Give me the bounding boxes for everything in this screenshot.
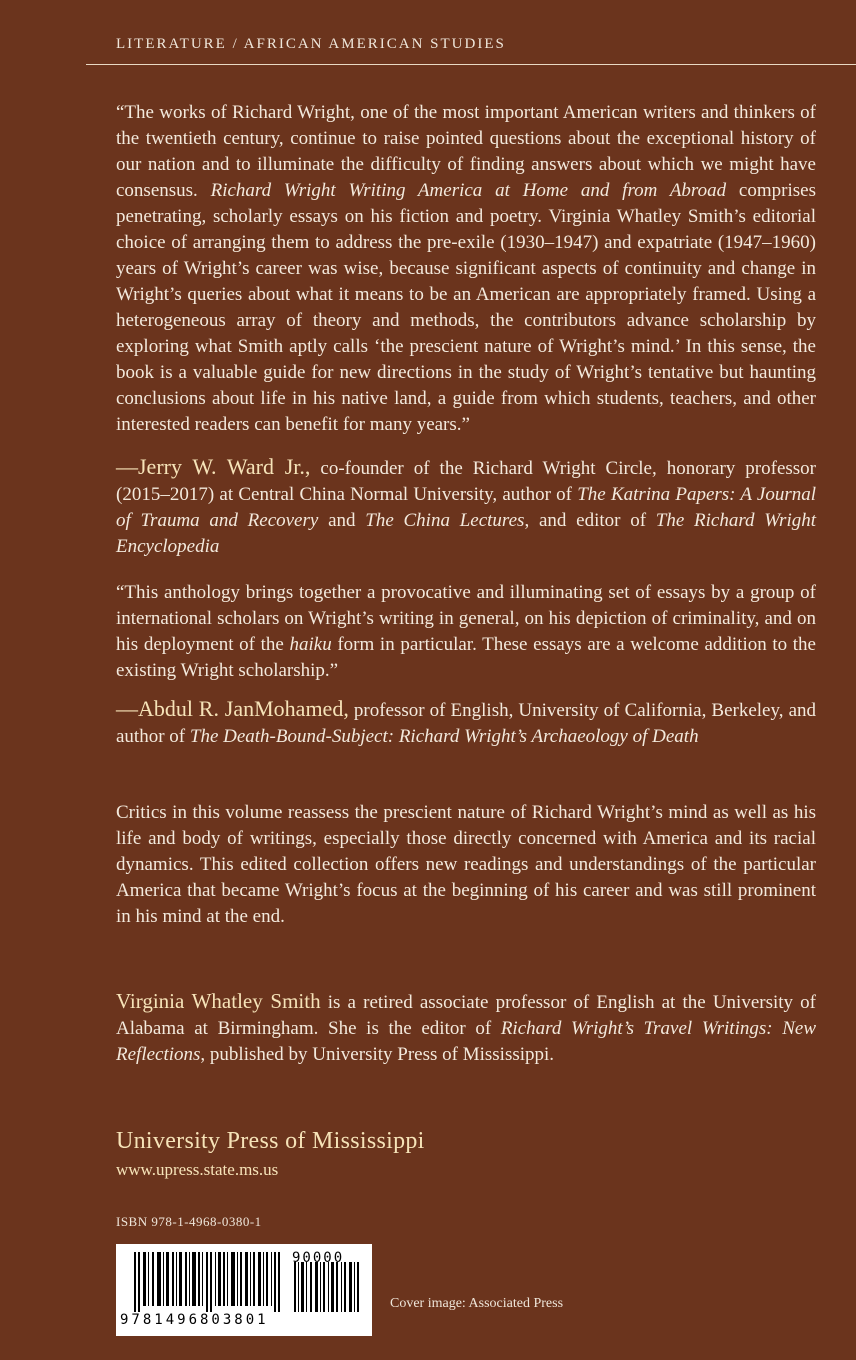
barcode (116, 1244, 372, 1336)
quote-text: comprises penetrating, scholarly essays on his fiction and poetry. Virginia Whatley Smith’s editorial choice of arranging them to address the pre-exile (1930–1947) and expatriate (1947–1960) years of Wright’s career was wise, because significant aspects of continuity and change in Wright’s queries about what it means to be an American are appropriately framed. Using a heterogeneous array of theory and methods, the contributors advance scholarship by exploring what Smith aptly calls ‘the prescient nature of Wright’s mind.’ In this sense, the book is a valuable guide for new directions in the study of Wright’s tentative but haunting conclusions about life in his native land, a guide from which students, teachers, and other interested readers can benefit for many years.” (116, 180, 816, 435)
publisher-url[interactable]: www.upress.state.ms.us (116, 1160, 279, 1179)
blurb-quote-2 (116, 580, 816, 684)
blurb-quote-1 (116, 100, 816, 438)
header-rule (86, 64, 856, 65)
publisher-name: University Press of Mississippi (116, 1128, 425, 1154)
book-title: Richard Wright Writing America at Home and from Abroad (210, 180, 727, 201)
attrib-text: professor of English, University of California, Berkeley, and author of (116, 700, 816, 747)
category-label: LITERATURE / AFRICAN AMERICAN STUDIES (116, 36, 506, 52)
description-text: Critics in this volume reassess the prescient nature of Richard Wright’s mind as well as his life and body of writings, especially those directly concerned with America and its racial dynamics. This edited collection offers new readings and understandings of the particular America that became Wright’s focus at the beginning of his career and was still prominent in his mind at the end. (116, 802, 816, 927)
bio-text: , published by University Press of Mississippi. (200, 1044, 555, 1065)
book-description (116, 800, 816, 930)
endorser-name: —Jerry W. Ward Jr., (116, 454, 311, 479)
barcode-addon: 90000 (292, 1250, 345, 1266)
blurb-attribution-2 (116, 696, 816, 750)
cover-credit: Cover image: Associated Press (390, 1296, 564, 1311)
author-bio (116, 988, 816, 1068)
attrib-text: co-founder of the Richard Wright Circle, honorary professor (2015–2017) at Central China Normal University, author of (116, 458, 816, 505)
author-name: Virginia Whatley Smith (116, 989, 321, 1013)
italic-term: haiku (289, 634, 332, 655)
isbn-label: ISBN 978-1-4968-0380-1 (116, 1214, 262, 1229)
work-title: The Death-Bound-Subject: Richard Wright’s Archaeology of Death (189, 726, 699, 747)
blurb-attribution-1 (116, 454, 816, 560)
work-title: The China Lectures (365, 510, 525, 531)
bio-text: is a retired associate professor of English at the University of Alabama at Birmingham. She is the editor of (116, 992, 817, 1039)
work-title: The Richard Wright Encyclopedia (116, 510, 817, 557)
barcode-number: 9781496803801 (120, 1312, 269, 1328)
attrib-text: , and editor of (524, 510, 656, 531)
work-title: The Katrina Papers: A Journal of Trauma and Recovery (116, 484, 816, 531)
attrib-text: and (318, 510, 366, 531)
quote-text: “The works of Richard Wright, one of the most important American writers and thinkers of the twentieth century, continue to raise pointed questions about the exceptional history of our nation and to illuminate the difficulty of finding answers about which we might have consensus. (116, 102, 816, 201)
endorser-name: —Abdul R. JanMohamed, (116, 696, 349, 721)
quote-text: “This anthology brings together a provocative and illuminating set of essays by a group of international scholars on Wright’s writing in general, on his depiction of criminality, and on his deployment of the (116, 582, 816, 655)
quote-text: form in particular. These essays are a welcome addition to the existing Wright scholarship.” (116, 634, 816, 681)
work-title: Richard Wright’s Travel Writings: New Reflections (116, 1018, 817, 1065)
